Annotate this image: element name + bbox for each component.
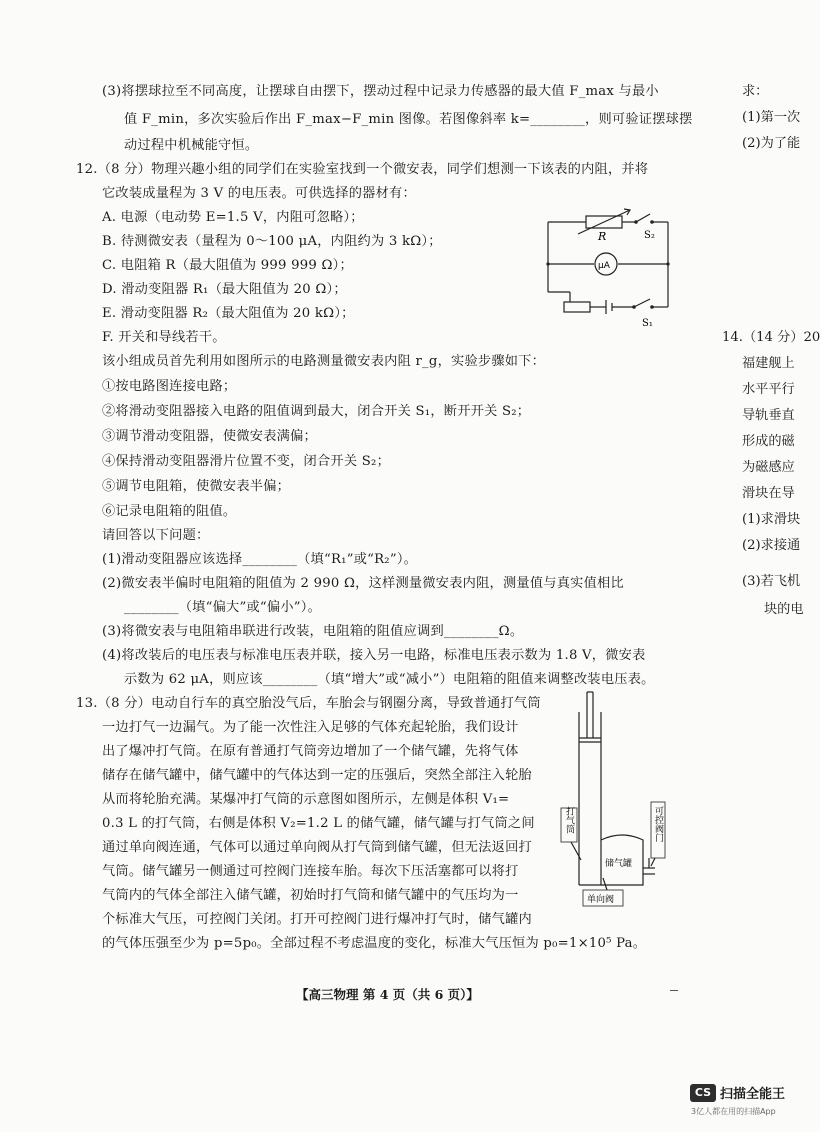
right-column-text: 导轨垂直	[742, 408, 795, 423]
text-line: 示数为 62 μA，则应该________（填“增大”或“减小”）电阻箱的阻值来调整改装电压表。	[124, 672, 655, 687]
right-column-text: 水平平行	[742, 382, 795, 397]
right-column-text: 块的电	[764, 602, 804, 617]
pump-label: 打气筒	[564, 806, 574, 834]
right-column-text: 形成的磁	[742, 434, 795, 449]
text-line: 它改装成量程为 3 V 的电压表。可供选择的器材有：	[102, 186, 416, 201]
question-13-stem: 13.（8 分）电动自行车的真空胎没气后，车胎会与钢圈分离，导致普通打气筒	[76, 696, 541, 711]
text-line: 一边打气一边漏气。为了能一次性注入足够的气体充起轮胎，我们设计	[102, 720, 519, 735]
text-line: 气筒。储气罐另一侧通过可控阀门连接车胎。每次下压活塞都可以将打	[102, 864, 519, 879]
option-f: F. 开关和导线若干。	[102, 330, 226, 345]
resistor-label: R	[598, 230, 607, 243]
text-line: 0.3 L 的打气筒，右侧是体积 V₂=1.2 L 的储气罐，储气罐与打气筒之间	[102, 816, 535, 831]
right-column-text: 福建舰上	[742, 356, 795, 371]
option-a: A. 电源（电动势 E=1.5 V，内阻可忽略）；	[102, 210, 364, 225]
camscanner-logo-icon: CS	[690, 1084, 716, 1102]
text-line: 值 F_min，多次实验后作出 F_max−F_min 图像。若图像斜率 k=________，则可验证摆球摆	[124, 112, 693, 127]
camscanner-tagline: 3亿人都在用的扫描App	[691, 1107, 776, 1116]
right-column-text: (2)为了能	[742, 136, 801, 151]
text-line: 个标准大气压，可控阀门关闭。打开可控阀门进行爆冲打气时，储气罐内	[102, 912, 532, 927]
circuit-diagram	[540, 204, 690, 334]
sub-question: (2)微安表半偏时电阻箱的阻值为 2 990 Ω，这样测量微安表内阻，测量值与真实值相比	[102, 576, 624, 591]
right-column-text: 14.（14 分）20	[722, 330, 820, 345]
switch-s2-label: S₂	[644, 230, 655, 241]
step-line: ⑥记录电阻箱的阻值。	[102, 504, 237, 519]
text-line: 气筒内的气体全部注入储气罐，初始时打气筒和储气罐中的气压均为一	[102, 888, 519, 903]
step-line: ②将滑动变阻器接入电路的阻值调到最大，闭合开关 S₁，断开开关 S₂；	[102, 404, 531, 419]
right-column-text: (2)求接通	[742, 538, 801, 553]
text-line: 从而将轮胎充满。某爆冲打气筒的示意图如图所示，左侧是体积 V₁=	[102, 792, 510, 807]
text-line: (3)将摆球拉至不同高度，让摆球自由摆下，摆动过程中记录力传感器的最大值 F_max 与最小	[102, 84, 659, 99]
sub-question: (1)滑动变阻器应该选择________（填“R₁”或“R₂”）。	[102, 552, 418, 567]
right-column-text: 滑块在导	[742, 486, 795, 501]
question-12-stem: 12.（8 分）物理兴趣小组的同学们在实验室找到一个微安表，同学们想测一下该表的内阻，并将	[76, 162, 649, 177]
divider	[670, 990, 678, 991]
switch-s1-label: S₁	[642, 318, 653, 329]
right-column-text: (3)若飞机	[742, 574, 801, 589]
text-line: 请回答以下问题：	[102, 528, 210, 543]
pump-diagram	[555, 690, 665, 915]
control-valve-label: 可控阀门	[653, 806, 663, 842]
right-column-text: 求：	[742, 84, 769, 99]
option-e: E. 滑动变阻器 R₂（最大阻值为 20 kΩ）；	[102, 306, 355, 321]
tank-label: 储气罐	[605, 859, 633, 869]
text-line: 通过单向阀连通，气体可以通过单向阀从打气筒到储气罐，但无法返回打	[102, 840, 532, 855]
text-line: 储存在储气罐中，储气罐中的气体达到一定的压强后，突然全部注入轮胎	[102, 768, 532, 783]
step-line: ⑤调节电阻箱，使微安表半偏；	[102, 479, 291, 494]
camscanner-name: 扫描全能王	[720, 1087, 786, 1102]
text-line: 出了爆冲打气筒。在原有普通打气筒旁边增加了一个储气罐，先将气体	[102, 744, 519, 759]
option-d: D. 滑动变阻器 R₁（最大阻值为 20 Ω）；	[102, 282, 347, 297]
option-b: B. 待测微安表（量程为 0～100 μA，内阻约为 3 kΩ）；	[102, 234, 442, 249]
text-line: 该小组成员首先利用如图所示的电路测量微安表内阻 r_g，实验步骤如下：	[102, 354, 546, 369]
step-line: ④保持滑动变阻器滑片位置不变，闭合开关 S₂；	[102, 454, 391, 469]
sub-question: (3)将微安表与电阻箱串联进行改装，电阻箱的阻值应调到________Ω。	[102, 624, 524, 639]
step-line: ①按电路图连接电路；	[102, 379, 237, 394]
sub-question: (4)将改装后的电压表与标准电压表并联，接入另一电路，标准电压表示数为 1.8 V，微安表	[102, 648, 646, 663]
text-line: ________（填“偏大”或“偏小”）。	[124, 600, 322, 615]
right-column-text: (1)第一次	[742, 110, 801, 125]
right-column-text: 为磁感应	[742, 460, 795, 475]
microammeter-label: μA	[598, 261, 610, 271]
option-c: C. 电阻箱 R（最大阻值为 999 999 Ω）；	[102, 258, 353, 273]
text-line: 动过程中机械能守恒。	[124, 138, 259, 153]
check-valve-label: 单向阀	[587, 895, 615, 905]
page-footer: 【高三物理 第 4 页（共 6 页）】	[296, 987, 479, 1002]
text-line: 的气体压强至少为 p=5p₀。全部过程不考虑温度的变化，标准大气压恒为 p₀=1×10⁵ Pa。	[102, 936, 647, 951]
right-column-text: (1)求滑块	[742, 512, 801, 527]
step-line: ③调节滑动变阻器，使微安表满偏；	[102, 429, 317, 444]
